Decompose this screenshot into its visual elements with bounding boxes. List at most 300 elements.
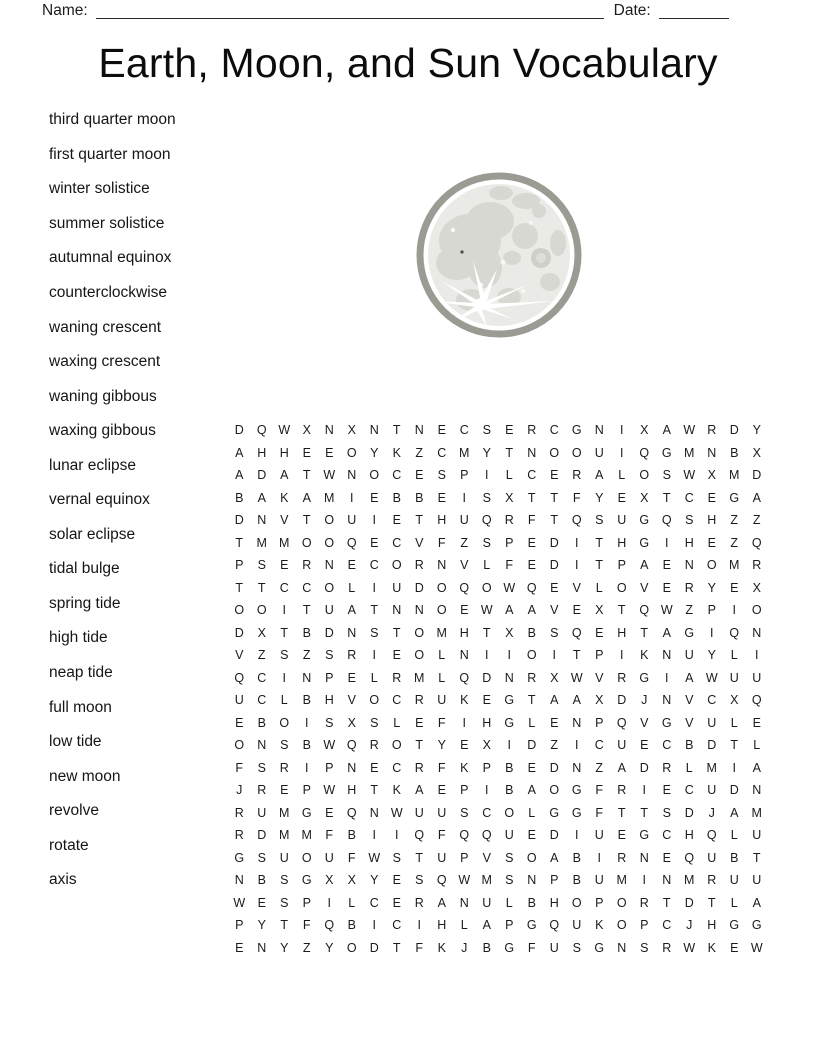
grid-letter[interactable]: T bbox=[392, 423, 401, 438]
grid-letter[interactable]: S bbox=[437, 468, 446, 483]
grid-letter[interactable]: T bbox=[302, 468, 311, 483]
grid-letter[interactable]: X bbox=[347, 873, 356, 888]
grid-letter[interactable]: E bbox=[392, 648, 401, 663]
grid-letter[interactable]: H bbox=[707, 513, 717, 528]
grid-letter[interactable]: G bbox=[571, 783, 582, 798]
grid-letter[interactable]: F bbox=[595, 783, 604, 798]
grid-letter[interactable]: A bbox=[505, 603, 514, 618]
grid-letter[interactable]: G bbox=[234, 850, 245, 865]
grid-letter[interactable]: A bbox=[595, 468, 604, 483]
grid-letter[interactable]: A bbox=[685, 670, 694, 685]
grid-letter[interactable]: N bbox=[392, 603, 402, 618]
grid-letter[interactable]: Y bbox=[707, 580, 716, 595]
grid-letter[interactable]: U bbox=[707, 783, 717, 798]
grid-letter[interactable]: N bbox=[684, 558, 694, 573]
grid-letter[interactable]: O bbox=[639, 468, 650, 483]
grid-letter[interactable]: Q bbox=[639, 603, 650, 618]
grid-letter[interactable]: N bbox=[369, 423, 379, 438]
grid-letter[interactable]: M bbox=[436, 625, 447, 640]
grid-letter[interactable]: V bbox=[685, 693, 694, 708]
grid-letter[interactable]: R bbox=[752, 558, 762, 573]
grid-letter[interactable]: R bbox=[527, 423, 537, 438]
grid-letter[interactable]: E bbox=[662, 558, 671, 573]
grid-letter[interactable]: D bbox=[549, 828, 559, 843]
grid-letter[interactable]: Q bbox=[481, 828, 492, 843]
grid-letter[interactable]: T bbox=[640, 805, 649, 820]
grid-letter[interactable]: B bbox=[572, 873, 581, 888]
grid-letter[interactable]: C bbox=[684, 490, 694, 505]
grid-letter[interactable]: I bbox=[462, 490, 466, 505]
grid-letter[interactable]: R bbox=[617, 783, 627, 798]
grid-letter[interactable]: H bbox=[459, 625, 469, 640]
grid-letter[interactable]: R bbox=[392, 670, 402, 685]
grid-letter[interactable]: N bbox=[617, 940, 627, 955]
grid-letter[interactable]: A bbox=[347, 603, 356, 618]
grid-letter[interactable]: Q bbox=[571, 625, 582, 640]
grid-letter[interactable]: I bbox=[507, 648, 511, 663]
grid-letter[interactable]: B bbox=[415, 490, 424, 505]
grid-letter[interactable]: N bbox=[414, 603, 424, 618]
grid-letter[interactable]: F bbox=[572, 490, 581, 505]
grid-letter[interactable]: E bbox=[730, 580, 739, 595]
grid-letter[interactable]: I bbox=[575, 828, 579, 843]
grid-letter[interactable]: L bbox=[730, 895, 738, 910]
grid-letter[interactable]: E bbox=[370, 490, 379, 505]
grid-letter[interactable]: B bbox=[730, 445, 739, 460]
grid-letter[interactable]: X bbox=[325, 873, 334, 888]
grid-letter[interactable]: O bbox=[751, 603, 762, 618]
grid-letter[interactable]: Q bbox=[729, 625, 740, 640]
grid-letter[interactable]: O bbox=[234, 738, 245, 753]
grid-letter[interactable]: E bbox=[482, 693, 491, 708]
grid-letter[interactable]: I bbox=[417, 918, 421, 933]
grid-letter[interactable]: E bbox=[527, 535, 536, 550]
grid-letter[interactable]: T bbox=[235, 580, 244, 595]
grid-letter[interactable]: P bbox=[460, 783, 469, 798]
grid-letter[interactable]: B bbox=[730, 850, 739, 865]
grid-letter[interactable]: F bbox=[437, 828, 446, 843]
grid-letter[interactable]: I bbox=[327, 895, 331, 910]
grid-letter[interactable]: M bbox=[729, 558, 740, 573]
grid-letter[interactable]: T bbox=[752, 850, 761, 865]
grid-letter[interactable]: C bbox=[662, 738, 672, 753]
grid-letter[interactable]: G bbox=[571, 423, 582, 438]
grid-letter[interactable]: E bbox=[325, 805, 334, 820]
grid-letter[interactable]: N bbox=[324, 558, 334, 573]
grid-letter[interactable]: V bbox=[235, 648, 244, 663]
grid-letter[interactable]: T bbox=[707, 895, 716, 910]
grid-letter[interactable]: P bbox=[505, 535, 514, 550]
grid-letter[interactable]: M bbox=[414, 670, 425, 685]
grid-letter[interactable]: T bbox=[617, 603, 626, 618]
grid-letter[interactable]: T bbox=[550, 490, 559, 505]
grid-letter[interactable]: G bbox=[639, 828, 650, 843]
grid-letter[interactable]: D bbox=[234, 513, 244, 528]
grid-letter[interactable]: L bbox=[348, 580, 356, 595]
grid-letter[interactable]: Q bbox=[526, 580, 537, 595]
grid-letter[interactable]: R bbox=[639, 895, 649, 910]
grid-letter[interactable]: L bbox=[505, 468, 513, 483]
grid-letter[interactable]: O bbox=[324, 580, 335, 595]
grid-letter[interactable]: T bbox=[595, 558, 604, 573]
grid-letter[interactable]: D bbox=[414, 580, 424, 595]
grid-letter[interactable]: O bbox=[571, 445, 582, 460]
grid-letter[interactable]: Z bbox=[752, 513, 761, 528]
grid-letter[interactable]: H bbox=[437, 513, 447, 528]
grid-letter[interactable]: N bbox=[639, 850, 649, 865]
grid-letter[interactable]: F bbox=[347, 850, 356, 865]
grid-letter[interactable]: O bbox=[414, 625, 425, 640]
grid-letter[interactable]: N bbox=[347, 625, 357, 640]
grid-letter[interactable]: M bbox=[279, 535, 290, 550]
grid-letter[interactable]: S bbox=[280, 648, 289, 663]
grid-letter[interactable]: H bbox=[707, 918, 717, 933]
grid-letter[interactable]: G bbox=[301, 805, 312, 820]
grid-letter[interactable]: R bbox=[617, 670, 627, 685]
grid-letter[interactable]: B bbox=[347, 918, 356, 933]
grid-letter[interactable]: U bbox=[617, 738, 627, 753]
grid-letter[interactable]: T bbox=[572, 648, 581, 663]
grid-letter[interactable]: G bbox=[504, 715, 515, 730]
grid-letter[interactable]: X bbox=[752, 445, 761, 460]
grid-letter[interactable]: R bbox=[527, 670, 537, 685]
grid-letter[interactable]: I bbox=[755, 648, 759, 663]
grid-letter[interactable]: D bbox=[482, 670, 492, 685]
grid-letter[interactable]: H bbox=[437, 918, 447, 933]
grid-letter[interactable]: Z bbox=[257, 648, 266, 663]
grid-letter[interactable]: D bbox=[549, 760, 559, 775]
grid-letter[interactable]: Z bbox=[685, 603, 694, 618]
grid-letter[interactable]: G bbox=[661, 445, 672, 460]
grid-letter[interactable]: T bbox=[527, 693, 536, 708]
grid-letter[interactable]: V bbox=[572, 580, 581, 595]
grid-letter[interactable]: L bbox=[505, 895, 513, 910]
grid-letter[interactable]: J bbox=[641, 693, 648, 708]
grid-letter[interactable]: D bbox=[752, 468, 762, 483]
grid-letter[interactable]: R bbox=[572, 468, 582, 483]
grid-letter[interactable]: J bbox=[236, 783, 243, 798]
grid-letter[interactable]: P bbox=[325, 760, 334, 775]
grid-letter[interactable]: B bbox=[347, 828, 356, 843]
grid-letter[interactable]: S bbox=[257, 760, 266, 775]
grid-letter[interactable]: A bbox=[482, 918, 491, 933]
grid-letter[interactable]: Y bbox=[752, 423, 761, 438]
grid-letter[interactable]: Y bbox=[280, 940, 289, 955]
grid-letter[interactable]: U bbox=[437, 850, 447, 865]
grid-letter[interactable]: W bbox=[683, 468, 696, 483]
grid-letter[interactable]: O bbox=[346, 940, 357, 955]
grid-letter[interactable]: T bbox=[392, 625, 401, 640]
grid-letter[interactable]: C bbox=[527, 468, 537, 483]
grid-letter[interactable]: G bbox=[571, 805, 582, 820]
grid-letter[interactable]: P bbox=[460, 850, 469, 865]
grid-letter[interactable]: T bbox=[482, 625, 491, 640]
grid-letter[interactable]: N bbox=[527, 445, 537, 460]
grid-letter[interactable]: T bbox=[415, 738, 424, 753]
grid-letter[interactable]: N bbox=[414, 423, 424, 438]
grid-letter[interactable]: V bbox=[415, 535, 424, 550]
grid-letter[interactable]: O bbox=[436, 580, 447, 595]
grid-letter[interactable]: M bbox=[729, 468, 740, 483]
grid-letter[interactable]: I bbox=[395, 828, 399, 843]
date-blank-line[interactable] bbox=[659, 2, 729, 19]
grid-letter[interactable]: J bbox=[461, 940, 468, 955]
grid-letter[interactable]: A bbox=[662, 423, 671, 438]
grid-letter[interactable]: L bbox=[595, 580, 603, 595]
grid-letter[interactable]: W bbox=[683, 940, 696, 955]
grid-letter[interactable]: M bbox=[616, 873, 627, 888]
grid-letter[interactable]: Y bbox=[370, 873, 379, 888]
grid-letter[interactable]: M bbox=[301, 828, 312, 843]
grid-letter[interactable]: A bbox=[572, 693, 581, 708]
grid-letter[interactable]: A bbox=[550, 693, 559, 708]
grid-letter[interactable]: I bbox=[372, 513, 376, 528]
grid-letter[interactable]: S bbox=[505, 873, 514, 888]
grid-letter[interactable]: S bbox=[505, 850, 514, 865]
grid-letter[interactable]: P bbox=[595, 895, 604, 910]
grid-letter[interactable]: D bbox=[549, 535, 559, 550]
grid-letter[interactable]: S bbox=[370, 625, 379, 640]
grid-letter[interactable]: Q bbox=[459, 828, 470, 843]
grid-letter[interactable]: X bbox=[505, 490, 514, 505]
grid-letter[interactable]: S bbox=[640, 940, 649, 955]
grid-letter[interactable]: Q bbox=[571, 513, 582, 528]
grid-letter[interactable]: X bbox=[347, 423, 356, 438]
grid-letter[interactable]: I bbox=[620, 423, 624, 438]
grid-letter[interactable]: O bbox=[616, 895, 627, 910]
grid-letter[interactable]: I bbox=[642, 783, 646, 798]
grid-letter[interactable]: C bbox=[279, 580, 289, 595]
grid-letter[interactable]: H bbox=[684, 535, 694, 550]
grid-letter[interactable]: Q bbox=[459, 580, 470, 595]
grid-letter[interactable]: U bbox=[594, 445, 604, 460]
grid-letter[interactable]: V bbox=[460, 558, 469, 573]
grid-letter[interactable]: I bbox=[732, 760, 736, 775]
grid-letter[interactable]: I bbox=[620, 648, 624, 663]
grid-letter[interactable]: T bbox=[280, 625, 289, 640]
grid-letter[interactable]: O bbox=[549, 445, 560, 460]
letter-grid[interactable] bbox=[228, 419, 768, 959]
grid-letter[interactable]: B bbox=[527, 625, 536, 640]
grid-letter[interactable]: X bbox=[257, 625, 266, 640]
grid-letter[interactable]: A bbox=[752, 490, 761, 505]
grid-letter[interactable]: N bbox=[369, 805, 379, 820]
grid-letter[interactable]: D bbox=[684, 805, 694, 820]
grid-letter[interactable]: U bbox=[347, 513, 357, 528]
grid-letter[interactable]: S bbox=[572, 940, 581, 955]
grid-letter[interactable]: R bbox=[414, 760, 424, 775]
grid-letter[interactable]: Q bbox=[751, 535, 762, 550]
grid-letter[interactable]: I bbox=[642, 873, 646, 888]
grid-letter[interactable]: U bbox=[257, 805, 267, 820]
grid-letter[interactable]: Q bbox=[639, 445, 650, 460]
grid-letter[interactable]: T bbox=[235, 535, 244, 550]
grid-letter[interactable]: R bbox=[234, 828, 244, 843]
grid-letter[interactable]: N bbox=[504, 670, 514, 685]
grid-letter[interactable]: P bbox=[482, 760, 491, 775]
grid-letter[interactable]: D bbox=[324, 625, 334, 640]
grid-letter[interactable]: T bbox=[730, 738, 739, 753]
grid-letter[interactable]: T bbox=[595, 535, 604, 550]
grid-letter[interactable]: Q bbox=[684, 850, 695, 865]
grid-letter[interactable]: C bbox=[257, 670, 267, 685]
grid-letter[interactable]: A bbox=[302, 490, 311, 505]
grid-letter[interactable]: X bbox=[302, 423, 311, 438]
grid-letter[interactable]: I bbox=[282, 670, 286, 685]
grid-letter[interactable]: O bbox=[391, 738, 402, 753]
grid-letter[interactable]: U bbox=[707, 715, 717, 730]
grid-letter[interactable]: V bbox=[640, 580, 649, 595]
grid-letter[interactable]: D bbox=[527, 738, 537, 753]
grid-letter[interactable]: F bbox=[325, 828, 334, 843]
grid-letter[interactable]: V bbox=[595, 670, 604, 685]
grid-letter[interactable]: I bbox=[597, 850, 601, 865]
grid-letter[interactable]: E bbox=[460, 738, 469, 753]
grid-letter[interactable]: F bbox=[595, 805, 604, 820]
grid-letter[interactable]: V bbox=[640, 715, 649, 730]
grid-letter[interactable]: V bbox=[482, 850, 491, 865]
grid-letter[interactable]: L bbox=[618, 468, 626, 483]
grid-letter[interactable]: C bbox=[369, 895, 379, 910]
grid-letter[interactable]: B bbox=[302, 625, 311, 640]
grid-letter[interactable]: X bbox=[640, 423, 649, 438]
grid-letter[interactable]: Q bbox=[346, 738, 357, 753]
grid-letter[interactable]: E bbox=[550, 715, 559, 730]
grid-letter[interactable]: N bbox=[347, 468, 357, 483]
grid-letter[interactable]: W bbox=[323, 738, 336, 753]
grid-letter[interactable]: X bbox=[730, 693, 739, 708]
grid-letter[interactable]: W bbox=[323, 468, 336, 483]
grid-letter[interactable]: E bbox=[437, 423, 446, 438]
grid-letter[interactable]: R bbox=[662, 760, 672, 775]
grid-letter[interactable]: N bbox=[752, 783, 762, 798]
grid-letter[interactable]: E bbox=[392, 873, 401, 888]
grid-letter[interactable]: H bbox=[279, 445, 289, 460]
grid-letter[interactable]: E bbox=[437, 490, 446, 505]
grid-letter[interactable]: U bbox=[707, 850, 717, 865]
grid-letter[interactable]: B bbox=[482, 940, 491, 955]
grid-letter[interactable]: U bbox=[729, 670, 739, 685]
grid-letter[interactable]: E bbox=[235, 715, 244, 730]
grid-letter[interactable]: N bbox=[459, 895, 469, 910]
grid-letter[interactable]: Q bbox=[324, 918, 335, 933]
grid-letter[interactable]: G bbox=[594, 940, 605, 955]
grid-letter[interactable]: U bbox=[504, 828, 514, 843]
grid-letter[interactable]: Z bbox=[595, 760, 604, 775]
grid-letter[interactable]: Y bbox=[707, 648, 716, 663]
grid-letter[interactable]: R bbox=[504, 513, 514, 528]
grid-letter[interactable]: N bbox=[437, 558, 447, 573]
grid-letter[interactable]: Q bbox=[346, 535, 357, 550]
grid-letter[interactable]: E bbox=[347, 558, 356, 573]
grid-letter[interactable]: D bbox=[257, 468, 267, 483]
grid-letter[interactable]: O bbox=[279, 715, 290, 730]
grid-letter[interactable]: T bbox=[257, 580, 266, 595]
grid-letter[interactable]: X bbox=[752, 580, 761, 595]
grid-letter[interactable]: M bbox=[684, 445, 695, 460]
grid-letter[interactable]: K bbox=[460, 693, 469, 708]
grid-letter[interactable]: U bbox=[572, 918, 582, 933]
grid-letter[interactable]: B bbox=[257, 715, 266, 730]
grid-letter[interactable]: U bbox=[549, 940, 559, 955]
grid-letter[interactable]: H bbox=[257, 445, 267, 460]
grid-letter[interactable]: W bbox=[458, 873, 471, 888]
grid-letter[interactable]: X bbox=[707, 468, 716, 483]
grid-letter[interactable]: Z bbox=[730, 513, 739, 528]
grid-letter[interactable]: C bbox=[482, 805, 492, 820]
grid-letter[interactable]: E bbox=[302, 445, 311, 460]
grid-letter[interactable]: E bbox=[640, 738, 649, 753]
grid-letter[interactable]: Z bbox=[460, 535, 469, 550]
grid-letter[interactable]: E bbox=[617, 828, 626, 843]
grid-letter[interactable]: L bbox=[528, 715, 536, 730]
grid-letter[interactable]: U bbox=[234, 693, 244, 708]
grid-letter[interactable]: A bbox=[527, 783, 536, 798]
grid-letter[interactable]: W bbox=[233, 895, 246, 910]
grid-letter[interactable]: R bbox=[662, 940, 672, 955]
grid-letter[interactable]: E bbox=[325, 445, 334, 460]
grid-letter[interactable]: C bbox=[392, 693, 402, 708]
grid-letter[interactable]: X bbox=[482, 738, 491, 753]
grid-letter[interactable]: E bbox=[280, 783, 289, 798]
grid-letter[interactable]: L bbox=[280, 693, 288, 708]
grid-letter[interactable]: K bbox=[280, 490, 289, 505]
grid-letter[interactable]: U bbox=[729, 873, 739, 888]
grid-letter[interactable]: A bbox=[730, 805, 739, 820]
grid-letter[interactable]: T bbox=[302, 603, 311, 618]
grid-letter[interactable]: A bbox=[235, 445, 244, 460]
grid-letter[interactable]: Y bbox=[482, 445, 491, 460]
grid-letter[interactable]: O bbox=[369, 693, 380, 708]
grid-letter[interactable]: M bbox=[279, 828, 290, 843]
grid-letter[interactable]: F bbox=[437, 715, 446, 730]
grid-letter[interactable]: B bbox=[235, 490, 244, 505]
grid-letter[interactable]: F bbox=[437, 760, 446, 775]
grid-letter[interactable]: W bbox=[503, 580, 516, 595]
grid-letter[interactable]: O bbox=[571, 895, 582, 910]
grid-letter[interactable]: E bbox=[257, 895, 266, 910]
grid-letter[interactable]: O bbox=[436, 603, 447, 618]
grid-letter[interactable]: U bbox=[752, 873, 762, 888]
grid-letter[interactable]: T bbox=[392, 940, 401, 955]
grid-letter[interactable]: U bbox=[617, 513, 627, 528]
grid-letter[interactable]: H bbox=[617, 535, 627, 550]
grid-letter[interactable]: G bbox=[751, 918, 762, 933]
grid-letter[interactable]: I bbox=[552, 648, 556, 663]
grid-letter[interactable]: Q bbox=[616, 715, 627, 730]
grid-letter[interactable]: O bbox=[369, 468, 380, 483]
grid-letter[interactable]: L bbox=[483, 558, 491, 573]
grid-letter[interactable]: M bbox=[459, 445, 470, 460]
grid-letter[interactable]: W bbox=[480, 603, 493, 618]
grid-letter[interactable]: W bbox=[750, 940, 763, 955]
grid-letter[interactable]: H bbox=[549, 895, 559, 910]
grid-letter[interactable]: Q bbox=[751, 693, 762, 708]
grid-letter[interactable]: F bbox=[437, 535, 446, 550]
grid-letter[interactable]: D bbox=[639, 760, 649, 775]
grid-letter[interactable]: T bbox=[415, 850, 424, 865]
grid-letter[interactable]: I bbox=[350, 490, 354, 505]
grid-letter[interactable]: P bbox=[302, 783, 311, 798]
grid-letter[interactable]: Q bbox=[549, 918, 560, 933]
grid-letter[interactable]: N bbox=[707, 445, 717, 460]
grid-letter[interactable]: E bbox=[730, 940, 739, 955]
grid-letter[interactable]: D bbox=[707, 738, 717, 753]
grid-letter[interactable]: W bbox=[660, 603, 673, 618]
grid-letter[interactable]: S bbox=[325, 648, 334, 663]
grid-letter[interactable]: B bbox=[685, 738, 694, 753]
grid-letter[interactable]: X bbox=[505, 625, 514, 640]
